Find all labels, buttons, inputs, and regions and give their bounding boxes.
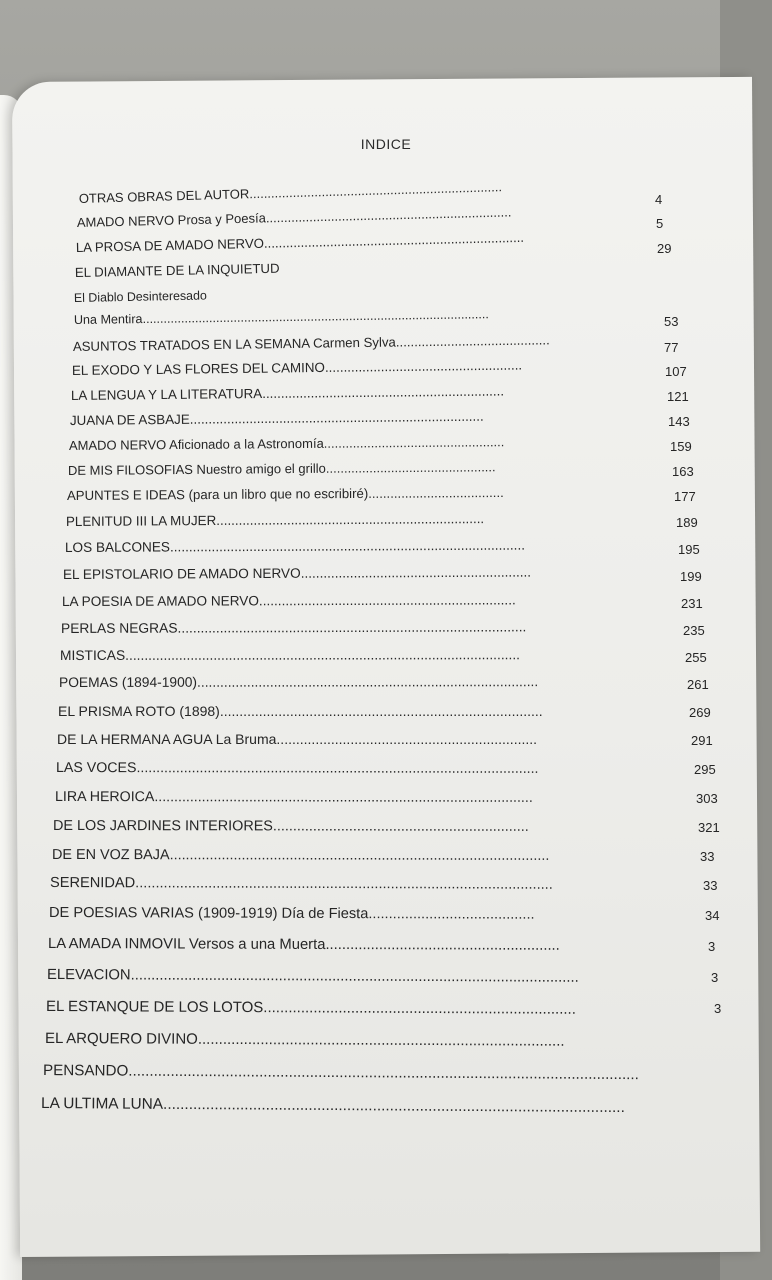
toc-dot-leader: ....................................................................................................... xyxy=(135,875,553,894)
toc-page-number: 231 xyxy=(681,596,703,611)
toc-dot-leader: ........................................................................... xyxy=(263,999,576,1018)
toc-page-number: 303 xyxy=(696,791,718,806)
toc-entry xyxy=(53,819,646,834)
toc-entry-title: LIRA HEROICA xyxy=(54,788,155,805)
toc-entry-title: LA AMADA INMOVIL Versos a una Muerta xyxy=(47,936,326,954)
toc-entry-title: ELEVACION xyxy=(46,967,131,984)
toc-entry xyxy=(74,289,207,304)
toc-entry-title: EL EPISTOLARIO DE AMADO NERVO xyxy=(62,566,301,583)
toc-page-number: 33 xyxy=(700,849,715,864)
toc-entry-title: EL PRISMA ROTO (1898) xyxy=(58,703,220,719)
toc-entry xyxy=(59,675,608,690)
toc-entry xyxy=(70,408,598,427)
toc-entry xyxy=(56,761,616,776)
toc-dot-leader: .................................................................... xyxy=(265,204,512,226)
toc-dot-leader: ......................................................................................... xyxy=(197,674,539,690)
toc-dot-leader: ................................................................................... xyxy=(219,703,543,719)
toc-page-number: 189 xyxy=(676,515,698,530)
toc-entry xyxy=(79,178,598,205)
toc-entry-title: ASUNTOS TRATADOS EN LA SEMANA Carmen Sylva xyxy=(72,334,396,354)
toc-entry-title: JUANA DE ASBAJE xyxy=(69,411,190,428)
toc-entry-title: EL DIAMANTE DE LA INQUIETUD xyxy=(74,260,280,280)
toc-entry xyxy=(68,459,613,477)
toc-page-number: 3 xyxy=(714,1001,722,1016)
toc-dot-leader: ................................................................................................ xyxy=(154,788,533,806)
toc-dot-leader: ................................................................................................... xyxy=(142,307,489,327)
toc-entry xyxy=(77,203,598,229)
toc-page-number: 321 xyxy=(698,820,720,835)
toc-dot-leader: ................................................................... xyxy=(276,731,538,747)
toc-page-number: 77 xyxy=(664,340,679,355)
toc-entry-title: DE LA HERMANA AGUA La Bruma xyxy=(57,731,277,747)
page-title: INDICE xyxy=(360,136,412,152)
toc-entry xyxy=(65,539,604,555)
toc-entry xyxy=(69,434,613,452)
toc-dot-leader: ........................................................................................... xyxy=(177,619,527,636)
toc-entry xyxy=(73,332,616,353)
toc-entry xyxy=(62,593,613,609)
toc-entry xyxy=(67,485,620,502)
toc-entry-title: SERENIDAD xyxy=(49,875,136,892)
toc-dot-leader: .............................................................................................. xyxy=(169,537,526,555)
toc-entry-title: APUNTES E IDEAS (para un libro que no escribiré) xyxy=(66,485,369,503)
toc-entry-title: LA PROSA DE AMADO NERVO xyxy=(75,235,265,255)
toc-page-number: 121 xyxy=(667,389,689,404)
toc-entry xyxy=(47,968,645,986)
toc-entry xyxy=(46,999,658,1017)
toc-entry-title: LA POESIA DE AMADO NERVO xyxy=(61,593,259,610)
toc-dot-leader: .................................................. xyxy=(323,434,505,451)
toc-entry-title: DE LOS JARDINES INTERIORES xyxy=(52,817,273,834)
toc-dot-leader: .......................................... xyxy=(395,332,550,350)
toc-entry-title: LA ULTIMA LUNA xyxy=(40,1094,164,1113)
toc-dot-leader: ...................................................................... xyxy=(249,179,503,202)
toc-entry-title: EL ARQUERO DIVINO xyxy=(44,1030,198,1048)
toc-page-number: 107 xyxy=(665,364,687,379)
toc-entry xyxy=(43,1063,650,1082)
toc-page-number: 199 xyxy=(680,569,702,584)
toc-entry-title: AMADO NERVO Prosa y Poesía xyxy=(76,210,267,230)
toc-entry-title: PLENITUD III LA MUJER xyxy=(65,512,217,529)
toc-entry xyxy=(52,848,638,863)
toc-dot-leader: ................................................................. xyxy=(262,383,505,401)
toc-entry-title: AMADO NERVO Aficionado a la Astronomía xyxy=(68,435,324,453)
toc-page-number: 255 xyxy=(685,650,707,665)
toc-entry-title: MISTICAS xyxy=(59,648,126,664)
toc-page-number: 5 xyxy=(656,216,664,231)
toc-entry xyxy=(63,566,612,582)
toc-entry-title: DE MIS FILOSOFIAS Nuestro amigo el grillo xyxy=(67,460,326,478)
toc-entry xyxy=(76,229,602,254)
toc-dot-leader: .................................................................... xyxy=(258,592,516,609)
toc-dot-leader: ............................................................................................................ xyxy=(163,1095,625,1116)
toc-page-number: 295 xyxy=(694,762,716,777)
toc-entry xyxy=(57,732,626,746)
toc-dot-leader: ......................................................................................................................... xyxy=(128,1062,639,1083)
toc-page-number: 163 xyxy=(672,464,694,479)
toc-page-number: 34 xyxy=(705,908,720,923)
toc-entry xyxy=(72,357,608,377)
toc-entry xyxy=(71,383,609,402)
toc-dot-leader: ............................................................................................... xyxy=(169,846,550,864)
toc-entry-title: DE POESIAS VARIAS (1909-1919) Día de Fiesta xyxy=(48,905,369,923)
toc-page-number: 159 xyxy=(670,439,692,454)
toc-dot-leader: ....................................................................................................... xyxy=(125,647,520,664)
toc-entry-title: PERLAS NEGRAS xyxy=(60,620,178,637)
toc-entry xyxy=(41,1096,665,1116)
toc-dot-leader: ............................................... xyxy=(325,459,496,476)
toc-entry xyxy=(55,790,622,805)
toc-page-number: 3 xyxy=(708,939,716,954)
toc-entry-title: Una Mentira xyxy=(73,312,143,328)
toc-dot-leader: ........................................................................................ xyxy=(197,1030,565,1050)
toc-entry xyxy=(61,620,612,636)
toc-entry xyxy=(66,511,610,528)
toc-entry-title: LA LENGUA Y LA LITERATURA xyxy=(70,385,263,403)
toc-entry xyxy=(60,648,610,663)
toc-page-number: 261 xyxy=(687,677,709,692)
toc-entry-title: POEMAS (1894-1900) xyxy=(58,674,198,691)
toc-page-number: 177 xyxy=(674,489,696,504)
toc-dot-leader: ........................................................................ xyxy=(216,510,485,528)
toc-entry xyxy=(50,876,636,893)
toc-entry xyxy=(49,906,658,923)
toc-page-number: 3 xyxy=(711,970,719,985)
toc-page-number: 143 xyxy=(668,414,690,429)
toc-page-number: 195 xyxy=(678,542,700,557)
toc-dot-leader: ..................................... xyxy=(368,484,504,501)
toc-entry xyxy=(48,937,658,954)
toc-entry-title: LOS BALCONES xyxy=(64,539,171,556)
toc-entry-title: EL EXODO Y LAS FLORES DEL CAMINO xyxy=(71,359,326,378)
toc-page-number: 291 xyxy=(691,733,713,748)
toc-entry xyxy=(75,255,602,279)
toc-entry xyxy=(74,307,595,327)
toc-dot-leader: ....................................................................... xyxy=(263,229,525,251)
toc-dot-leader: ............................................................................................................. xyxy=(130,967,579,986)
toc-page-number: 269 xyxy=(689,705,711,720)
toc-dot-leader: ................................................................ xyxy=(272,817,529,835)
toc-entry-title: DE EN VOZ BAJA xyxy=(51,846,170,863)
toc-dot-leader: ...................................................................................................... xyxy=(136,759,539,777)
toc-entry-title: PENSANDO xyxy=(42,1061,129,1080)
toc-dot-leader: ............................................................. xyxy=(300,564,532,582)
toc-entry-title: LAS VOCES xyxy=(55,759,137,776)
toc-dot-leader: ......................................................... xyxy=(325,937,560,954)
toc-page-number: 4 xyxy=(655,192,663,207)
toc-entry-title: El Diablo Desinteresado xyxy=(73,288,207,305)
toc-dot-leader: ......................................... xyxy=(368,906,535,924)
toc-dot-leader: ..................................................... xyxy=(324,357,523,375)
toc-entry-title: EL ESTANQUE DE LOS LOTOS xyxy=(45,998,264,1017)
toc-dot-leader: ............................................................................... xyxy=(189,408,484,427)
toc-entry xyxy=(58,704,622,718)
toc-page-number: 53 xyxy=(664,314,679,329)
toc-page-number: 235 xyxy=(683,623,705,638)
toc-page-number: 29 xyxy=(657,241,672,256)
toc-page-number: 33 xyxy=(703,878,718,893)
toc-entry-title: OTRAS OBRAS DEL AUTOR xyxy=(78,186,250,206)
toc-entry xyxy=(45,1031,655,1049)
